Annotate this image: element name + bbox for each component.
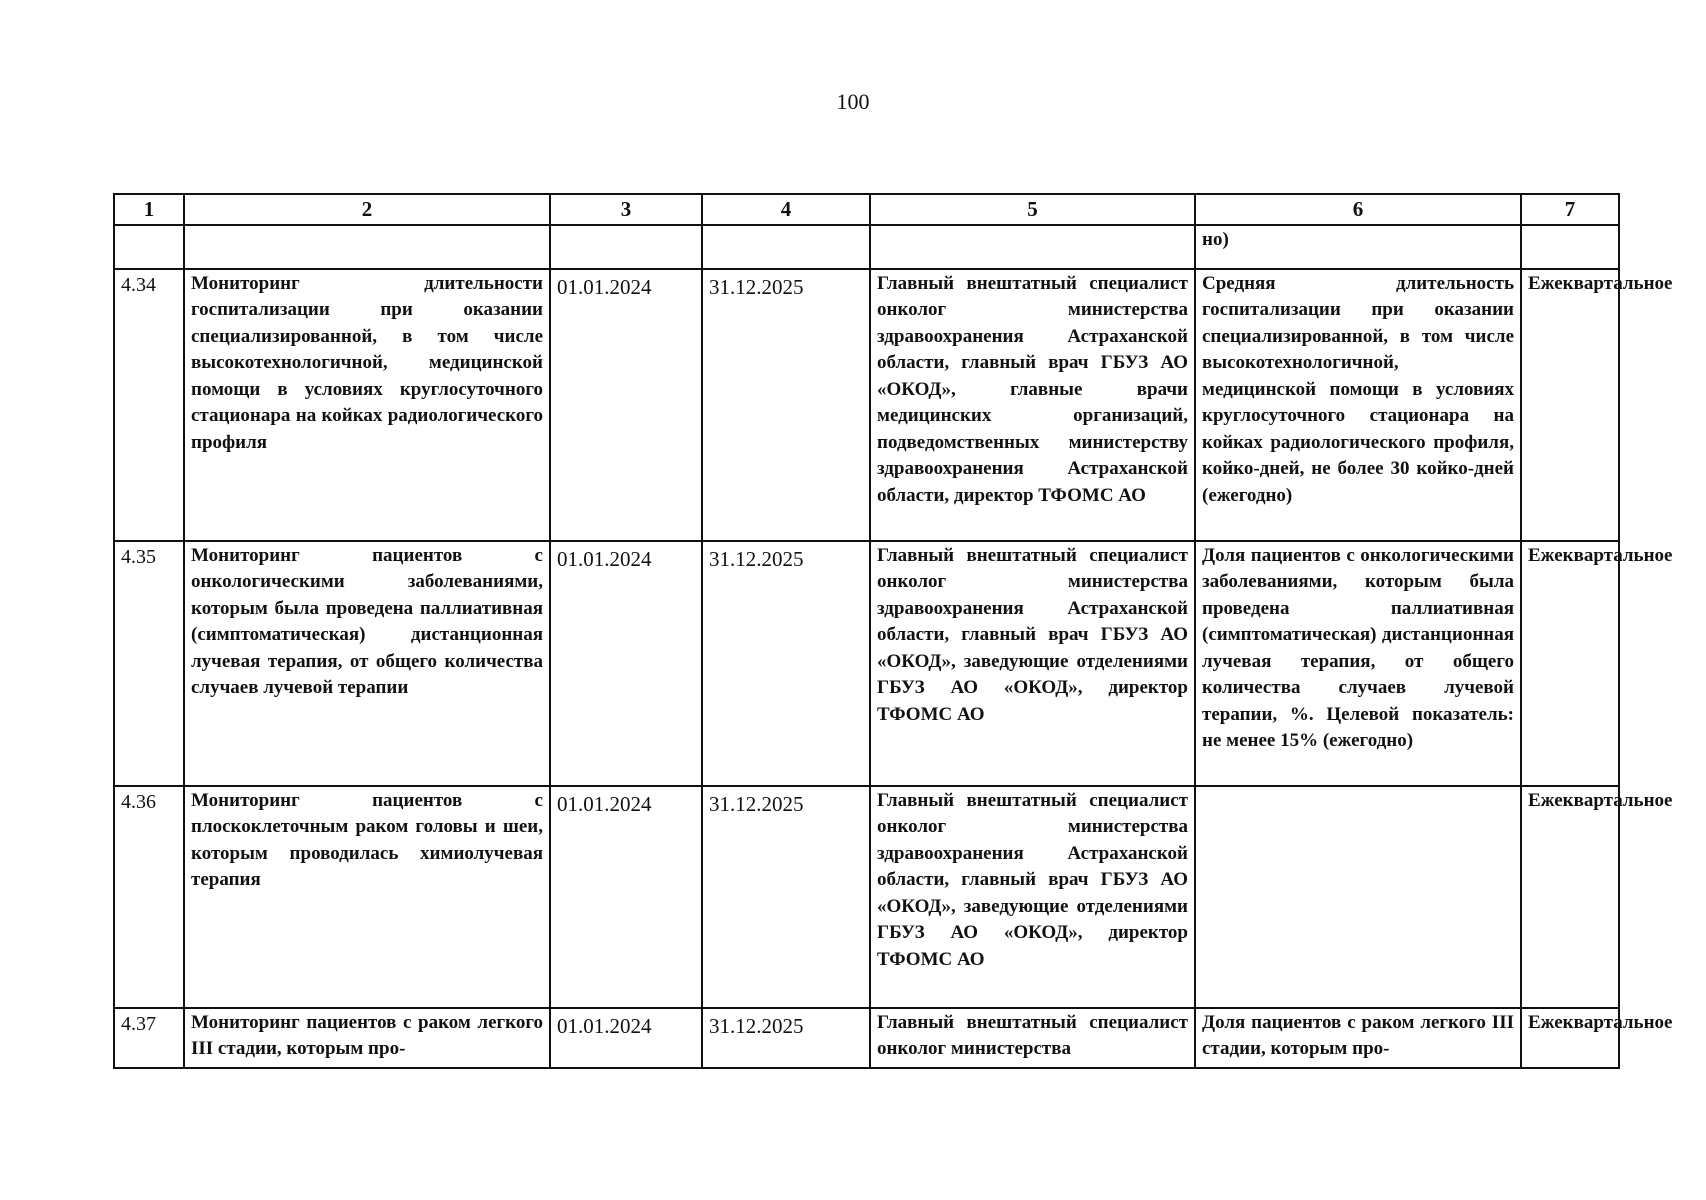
start-date: 01.01.2024 [550, 1008, 702, 1068]
end-date: 31.12.2025 [702, 1008, 870, 1068]
responsible: Главный внештатный специалист онколог министерства здравоохранения Астраханской области, главный врач ГБУЗ АО «ОКОД», главные врачи медицинских организаций, подведомственных министерству здравоохранения Астраханской области, директор ТФОМС АО [870, 269, 1195, 541]
result: Средняя длительность госпитализации при оказании специализированной, в том числе высокотехнологичной, медицинской помощи в условиях круглосуточного стационара на койках радиологического профиля, койко-дней, не более 30 койко-дней (ежегодно) [1195, 269, 1521, 541]
table-row [114, 786, 1619, 1008]
table-cell [870, 225, 1195, 269]
table-cell [702, 225, 870, 269]
row-number: 4.35 [114, 541, 184, 786]
result: Доля пациентов с онкологическими заболеваниями, которым была проведена паллиативная (симптоматическая) дистанционная лучевая терапия, от общего количества случаев лучевой терапии, %. Целевой показатель: не менее 15% (ежегодно) [1195, 541, 1521, 786]
responsible: Главный внештатный специалист онколог министерства здравоохранения Астраханской области, главный врач ГБУЗ АО «ОКОД», заведующие отделениями ГБУЗ АО «ОКОД», директор ТФОМС АО [870, 541, 1195, 786]
table-cell [184, 225, 550, 269]
end-date: 31.12.2025 [702, 786, 870, 1008]
start-date: 01.01.2024 [550, 269, 702, 541]
table-cell [1521, 225, 1619, 269]
end-date: 31.12.2025 [702, 541, 870, 786]
responsible: Главный внештатный специалист онколог министерства [870, 1008, 1195, 1068]
header-cell: 1 [114, 194, 184, 225]
plan-table [113, 193, 1673, 1069]
row-number: 4.37 [114, 1008, 184, 1068]
frequency: Ежеквартальное [1521, 786, 1619, 1008]
header-cell: 3 [550, 194, 702, 225]
responsible: Главный внештатный специалист онколог министерства здравоохранения Астраханской области, главный врач ГБУЗ АО «ОКОД», заведующие отделениями ГБУЗ АО «ОКОД», директор ТФОМС АО [870, 786, 1195, 1008]
header-cell: 2 [184, 194, 550, 225]
frequency: Ежеквартальное [1521, 541, 1619, 786]
header-row [114, 194, 1619, 225]
result: Доля пациентов с раком легкого III стадии, которым про- [1195, 1008, 1521, 1068]
table-row [114, 269, 1619, 541]
result-cell: но) [1195, 225, 1521, 269]
frequency: Ежеквартальное [1521, 269, 1619, 541]
activity-name: Мониторинг пациентов с раком легкого III стадии, которым про- [184, 1008, 550, 1068]
start-date: 01.01.2024 [550, 786, 702, 1008]
result [1195, 786, 1521, 1008]
end-date: 31.12.2025 [702, 269, 870, 541]
header-cell: 6 [1195, 194, 1521, 225]
row-number: 4.36 [114, 786, 184, 1008]
header-cell: 5 [870, 194, 1195, 225]
page-number: 100 [836, 89, 870, 114]
row-number: 4.34 [114, 269, 184, 541]
header-cell: 4 [702, 194, 870, 225]
table-cell [550, 225, 702, 269]
header-cell: 7 [1521, 194, 1619, 225]
start-date: 01.01.2024 [550, 541, 702, 786]
table-row [114, 1008, 1619, 1068]
activity-name: Мониторинг пациентов с онкологическими заболеваниями, которым была проведена паллиативная (симптоматическая) дистанционная лучевая терапия, от общего количества случаев лучевой терапии [184, 541, 550, 786]
frequency: Ежеквартальное [1521, 1008, 1619, 1068]
activity-name: Мониторинг пациентов с плоскоклеточным раком головы и шеи, которым проводилась химиолучевая терапия [184, 786, 550, 1008]
table-cell [114, 225, 184, 269]
activity-name: Мониторинг длительности госпитализации при оказании специализированной, в том числе высокотехнологичной, медицинской помощи в условиях круглосуточного стационара на койках радиологического профиля [184, 269, 550, 541]
table-row [114, 541, 1619, 786]
continuation-row [114, 225, 1619, 269]
